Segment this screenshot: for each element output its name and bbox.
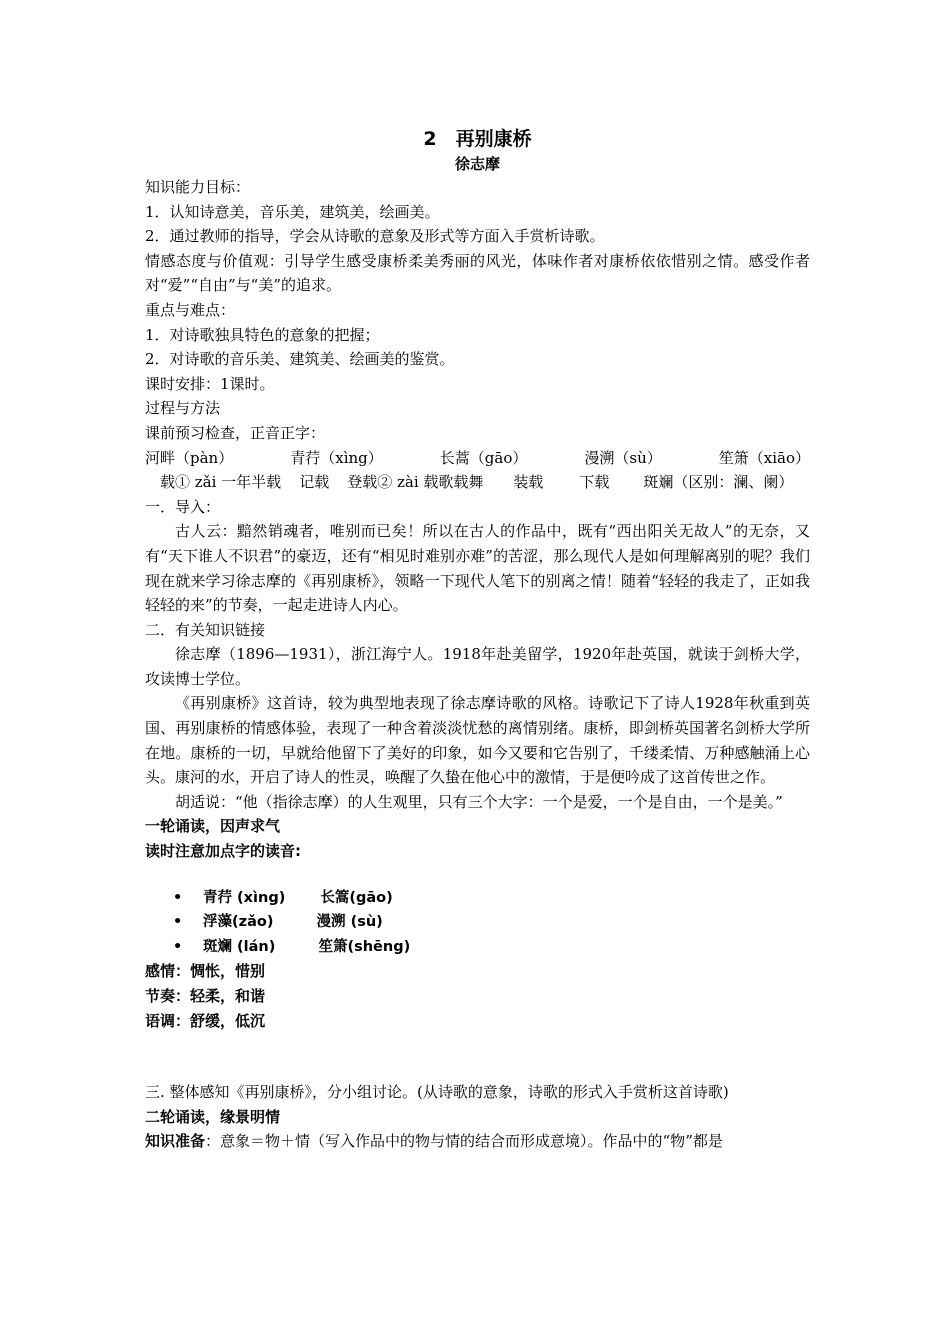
author-name: 徐志摩 — [454, 155, 500, 173]
pinyin-word: 长篙(gāo) — [320, 889, 393, 906]
keypoint-item-1: 1．对诗歌独具特色的意象的把握； — [145, 325, 380, 344]
list-item — [145, 886, 810, 911]
document-page — [145, 125, 810, 1154]
reading-1-heading: 一轮诵读，因声求气 — [145, 817, 281, 836]
hu-shi-quote: 胡适说：“他（指徐志摩）的人生观里，只有三个大字：一个是爱，一个是自由，一个是美。” — [175, 792, 783, 811]
knowledge-label: 知识准备 — [145, 1132, 206, 1151]
pinyin-word: 青荇（xìng） — [290, 448, 383, 467]
pinyin-word: 载① zǎi 一年半载 — [160, 473, 282, 492]
bullet-icon: • — [173, 914, 183, 931]
emotion-goal: 情感态度与价值观：引导学生感受康桥柔美秀丽的风光，体味作者对康桥依依惜别之情。感受作者对“爱”“自由”与“美”的追求。 — [145, 251, 810, 295]
goal-item-1: 1．认知诗意美，音乐美，建筑美，绘画美。 — [145, 202, 440, 221]
pinyin-word: 漫溯（sù） — [584, 448, 662, 467]
goals-heading: 知识能力目标： — [145, 178, 251, 196]
pinyin-row-2 — [145, 470, 810, 495]
pinyin-word: 漫溯 (sù) — [316, 914, 383, 931]
pinyin-row-1 — [145, 446, 810, 471]
section-2-heading: 二．有关知识链接 — [145, 620, 266, 639]
poem-background: 《再别康桥》这首诗，较为典型地表现了徐志摩诗歌的风格。诗歌记下了诗人1928年秋重到英国、再别康桥的情感体验，表现了一种含着淡淡忧愁的离情别绪。康桥，即剑桥英国著名剑桥大学所在地。康桥的一切，早就给他留下了美好的印象，如今又要和它告别了，千缕柔情、万种感触涌上心头。康河的水，开启了诗人的性灵，唤醒了久蛰在他心中的激情，于是便吟成了这首传世之作。 — [145, 694, 810, 787]
knowledge-line — [145, 1129, 810, 1154]
schedule: 课时安排：1课时。 — [145, 374, 275, 393]
list-item — [145, 935, 810, 960]
section-3-heading: 三. 整体感知《再别康桥》，分小组讨论。(从诗歌的意象，诗歌的形式入手赏析这首诗歌) — [145, 1083, 729, 1102]
pinyin-word: 登载② zài 载歌载舞 — [347, 473, 484, 492]
bullet-icon: • — [173, 889, 183, 906]
pinyin-word: 下载 — [579, 473, 610, 492]
pronunciation-list — [145, 886, 810, 960]
pinyin-word: 装载 — [513, 473, 544, 492]
keypoints-heading: 重点与难点： — [145, 300, 236, 319]
list-item — [145, 910, 810, 935]
pinyin-word: 笙箫(shēng) — [318, 938, 411, 955]
reading-2-heading: 二轮诵读，缘景明情 — [145, 1107, 281, 1126]
pinyin-word: 记载 — [299, 473, 330, 492]
pinyin-word: 浮藻(zǎo) — [203, 914, 274, 931]
pinyin-word: 笙箫（xiāo） — [718, 448, 810, 467]
pinyin-word: 河畔（pàn） — [145, 448, 234, 467]
lesson-title: 2 再别康桥 — [423, 128, 532, 150]
pinyin-word: 斑斓（区别：澜、阑） — [643, 473, 794, 492]
reading-emotion: 感情：惆怅，惜别 — [145, 962, 266, 981]
preview-heading: 课前预习检查，正音正字： — [145, 423, 326, 442]
bullet-icon: • — [173, 938, 183, 955]
section-1-text: 古人云：黯然销魂者，唯别而已矣！所以在古人的作品中，既有“西出阳关无故人”的无奈，又有“天下谁人不识君”的豪迈，还有“相见时难别亦难”的苦涩，那么现代人是如何理解离别的呢？我们现在就来学习徐志摩的《再别康桥》，领略一下现代人笔下的别离之情！随着“轻轻的我走了，正如我轻轻的来”的节奏，一起走进诗人内心。 — [145, 522, 810, 615]
knowledge-text: ：意象＝物＋情（写入作品中的物与情的结合而形成意境）。作品中的“物”都是 — [205, 1132, 723, 1151]
keypoint-item-2: 2．对诗歌的音乐美、建筑美、绘画美的鉴赏。 — [145, 350, 455, 369]
section-1-heading: 一．导入： — [145, 497, 221, 516]
goal-item-2: 2．通过教师的指导，学会从诗歌的意象及形式等方面入手赏析诗歌。 — [145, 227, 605, 246]
pinyin-word: 长蒿（gāo） — [439, 448, 528, 467]
reading-tone: 语调：舒缓，低沉 — [145, 1011, 266, 1030]
author-bio: 徐志摩（1896—1931），浙江海宁人。1918年赴美留学，1920年赴英国，就读于剑桥大学，攻读博士学位。 — [145, 645, 810, 688]
reading-rhythm: 节奏：轻柔，和谐 — [145, 987, 266, 1005]
pinyin-word: 斑斓 (lán) — [203, 938, 276, 955]
pinyin-word: 青荇 (xìng) — [203, 889, 286, 906]
reading-1-sub: 读时注意加点字的读音: — [145, 842, 301, 861]
process-heading: 过程与方法 — [145, 399, 221, 418]
